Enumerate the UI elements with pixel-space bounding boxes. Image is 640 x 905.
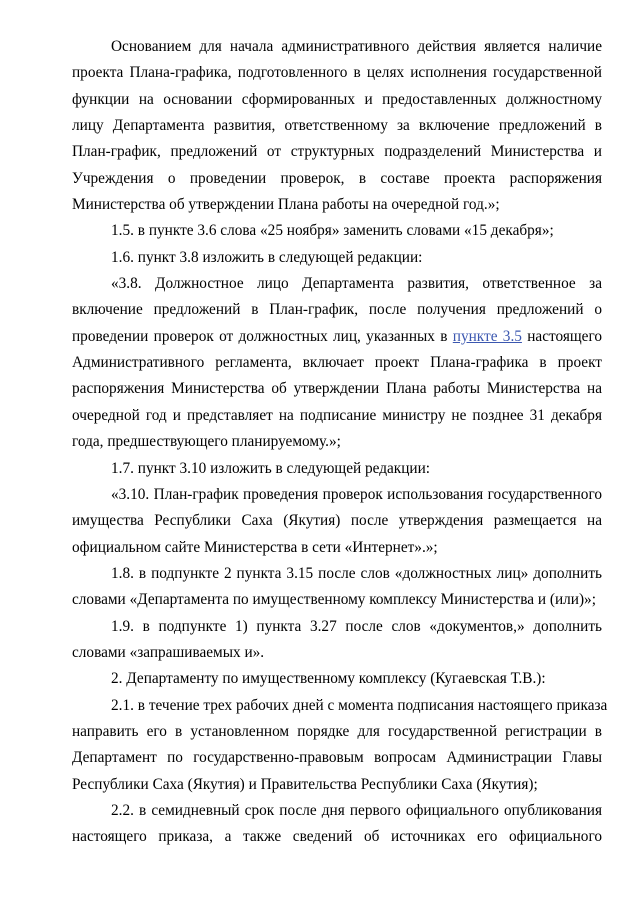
paragraph xyxy=(72,218,602,244)
text-line: 1.9. в подпункте 1) пункта 3.27 после слов «документов,» дополнить xyxy=(111,617,602,635)
text-line: 1.6. пункт 3.8 изложить в следующей редакции: xyxy=(111,248,423,266)
text-line: года, предшествующего планируемому.»; xyxy=(72,433,341,451)
document-page xyxy=(72,34,608,851)
text-line: Департамент по государственно-правовым вопросам Администрации Главы xyxy=(72,749,602,767)
text-line: «3.10. План-график проведения проверок использования государственного xyxy=(111,485,602,503)
text-line: направить его в установленном порядке для государственной регистрации в xyxy=(72,722,602,740)
text-line: очередной год и представляет на подписание министру не позднее 31 декабря xyxy=(72,406,602,424)
text-line: План-график, предложений от структурных подразделений Министерства и xyxy=(72,143,602,161)
text-line: настоящего приказа, а также сведений об источниках его официального xyxy=(72,828,602,846)
clause-reference-link[interactable]: пункте 3.5 xyxy=(452,327,522,345)
text-line: Республики Саха (Якутия) и Правительства Республики Саха (Якутия); xyxy=(72,775,538,793)
text-line: 2.1. в течение трех рабочих дней с момента подписания настоящего приказа xyxy=(111,696,608,714)
text-line: проведении проверок от должностных лиц, указанных в пункте 3.5 настоящего xyxy=(72,327,602,345)
paragraph xyxy=(72,245,602,271)
text-line: официальном сайте Министерства в сети «Интернет».»; xyxy=(72,538,438,556)
text-line: Основанием для начала административного действия является наличие xyxy=(111,38,602,55)
text-line: 1.8. в подпункте 2 пункта 3.15 после слов «должностных лиц» дополнить xyxy=(111,564,602,582)
paragraph xyxy=(72,271,602,455)
paragraph xyxy=(72,666,602,692)
text-line: Учреждения о проведении проверок, в составе проекта распоряжения xyxy=(72,169,602,187)
text-line: распоряжения Министерства об утверждении Плана работы Министерства на xyxy=(72,380,602,398)
paragraph xyxy=(72,561,602,614)
text-line: 1.7. пункт 3.10 изложить в следующей редакции: xyxy=(111,459,431,477)
text-line: словами «запрашиваемых и». xyxy=(72,643,265,661)
text-line: Административного регламента, включает проект Плана-графика в проект xyxy=(72,354,602,372)
text-line: включение предложений в План-график, после получения предложений о xyxy=(72,301,602,319)
text-line: словами «Департамента по имущественному комплексу Министерства и (или)»; xyxy=(72,591,596,609)
paragraph xyxy=(72,614,602,667)
text-line: Министерства об утверждении Плана работы на очередной год.»; xyxy=(72,196,500,214)
text-line: «3.8. Должностное лицо Департамента развития, ответственное за xyxy=(111,275,602,293)
paragraph xyxy=(72,693,608,798)
text-line: функции на основании сформированных и предоставленных должностному xyxy=(72,90,602,108)
text-line: 2. Департаменту по имущественному комплексу (Кугаевская Т.В.): xyxy=(111,670,546,688)
paragraph xyxy=(72,798,602,851)
text-line: 1.5. в пункте 3.6 слова «25 ноября» заменить словами «15 декабря»; xyxy=(111,222,554,240)
paragraph xyxy=(72,482,602,561)
text-line: лицу Департамента развития, ответственному за включение предложений в xyxy=(72,117,602,135)
paragraph xyxy=(72,34,602,218)
text-line: имущества Республики Саха (Якутия) после утверждения размещается на xyxy=(72,512,602,530)
text-line: проекта Плана-графика, подготовленного в целях исполнения государственной xyxy=(72,64,602,82)
text-line: 2.2. в семидневный срок после дня первого официального опубликования xyxy=(111,801,602,819)
paragraph xyxy=(72,456,602,482)
